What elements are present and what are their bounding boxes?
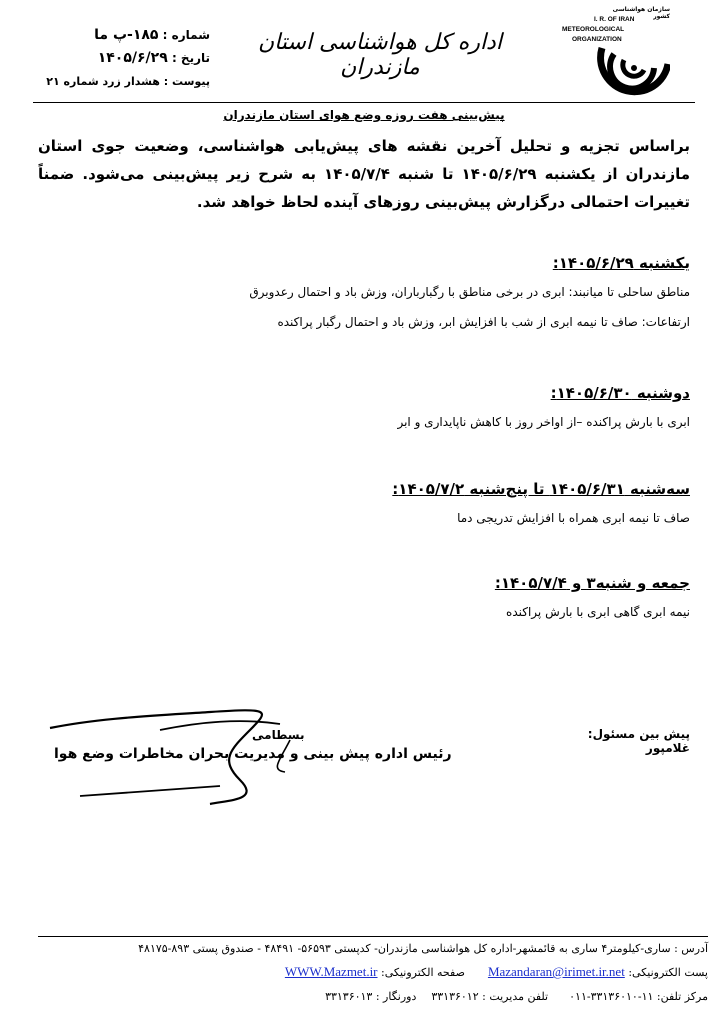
logo-en-line2: METEOROLOGICAL xyxy=(562,26,625,33)
attachment-label: پیوست : xyxy=(163,75,210,88)
signatory-name: بسطامی xyxy=(252,728,305,742)
document-title: پیش‌بینی هفت روزه وضع هوای استان مازندران xyxy=(223,108,505,122)
logo-en-line3: ORGANIZATION xyxy=(572,36,622,43)
letter-date-value: ۱۴۰۵/۶/۲۹ xyxy=(97,50,168,66)
letter-date-row xyxy=(20,47,210,70)
email-link[interactable]: Mazandaran@irimet.ir.net xyxy=(487,964,625,979)
day-heading: سه‌شنبه ۱۴۰۵/۶/۳۱ تا پنج‌شنبه ۱۴۰۵/۷/۲: xyxy=(392,480,690,498)
footer-address: آدرس : ساری-کیلومتر۴ ساری به قائمشهر-اداره کل هواشناسی مازندران- کدپستی ۵۶۵۹۳- ۴۸۴۹۱ - صندوق پستی ۸۹۳-۴۸۱۷۵ xyxy=(138,942,708,955)
responsible-forecaster: پیش بین مسئول: غلامپور xyxy=(587,727,690,755)
organization-title: اداره کل هواشناسی استان مازندران xyxy=(258,30,502,80)
fax-number: دورنگار : ۳۳۱۳۶۰۱۳ xyxy=(325,990,417,1003)
footer-phone-row xyxy=(40,990,708,1003)
forecast-line: ارتفاعات: صاف تا نیمه ابری از شب با افزایش ابر، وزش باد و احتمال رگبار پراکنده xyxy=(277,315,690,329)
header-divider xyxy=(33,102,695,103)
footer-contact-row xyxy=(40,964,708,980)
forecast-day-2 xyxy=(38,384,690,442)
day-heading: دوشنبه ۱۴۰۵/۶/۳۰: xyxy=(550,384,690,402)
phone-center: مرکز تلفن: ۱۱-۳۳۱۳۶۰۱۰-۰۱۱ xyxy=(569,990,708,1003)
day-heading: جمعه و شنبه۳ و ۱۴۰۵/۷/۴: xyxy=(494,574,690,592)
website-label: صفحه الکترونیکی: xyxy=(381,966,465,979)
organization-logo xyxy=(550,4,670,100)
attachment-row xyxy=(20,70,210,93)
letter-number-row xyxy=(20,24,210,47)
letter-number-label: شماره : xyxy=(162,28,210,42)
attachment-value: هشدار زرد شماره ۲۱ xyxy=(46,75,160,88)
letter-number-value: ۱۸۵-پ ما xyxy=(94,27,159,43)
day-heading: یکشنبه ۱۴۰۵/۶/۲۹: xyxy=(552,254,690,272)
logo-fa-name: سازمان هواشناسی کشور xyxy=(612,6,670,20)
reference-block xyxy=(20,24,210,93)
website-link[interactable]: WWW.Mazmet.ir xyxy=(284,964,378,979)
footer-divider xyxy=(38,936,708,937)
intro-paragraph: براساس تجزیه و تحلیل آخرین نقشه های پیش‌یابی هواشناسی، وضعیت جوی استان مازندران از یکشنبه ۱۴۰۵/۶/۲۹ تا شنبه ۱۴۰۵/۷/۴ به شرح زیر پیش‌بینی می‌شود. ضمناً تغییرات احتمالی درگزارش پیش‌بینی روزهای آینده لحاظ خواهد شد. xyxy=(38,137,691,211)
logo-en-line1: I. R. OF IRAN xyxy=(594,16,635,23)
forecast-day-4 xyxy=(38,574,690,632)
forecast-line: صاف تا نیمه ابری همراه با افزایش تدریجی دما xyxy=(457,511,690,525)
phone-manager: تلفن مدیریت : ۳۳۱۳۶۰۱۲ xyxy=(431,990,549,1003)
letter-date-label: تاریخ : xyxy=(171,51,210,65)
signatory-title: رئیس اداره پیش بینی و مدیریت بحران مخاطرات وضع هوا xyxy=(54,746,452,762)
forecast-line: نیمه ابری گاهی ابری با بارش پراکنده xyxy=(506,605,690,619)
forecast-line: ابری با بارش پراکنده –از اواخر روز با کاهش ناپایداری و ابر xyxy=(397,415,690,429)
email-label: پست الکترونیکی: xyxy=(628,966,708,979)
forecast-line: مناطق ساحلی تا میانبند: ابری در برخی مناطق با رگبارباران، وزش باد و احتمال رعدوبرق xyxy=(249,285,690,299)
signature-block xyxy=(40,700,452,810)
forecast-day-1 xyxy=(38,254,690,342)
forecast-day-3 xyxy=(38,480,690,538)
